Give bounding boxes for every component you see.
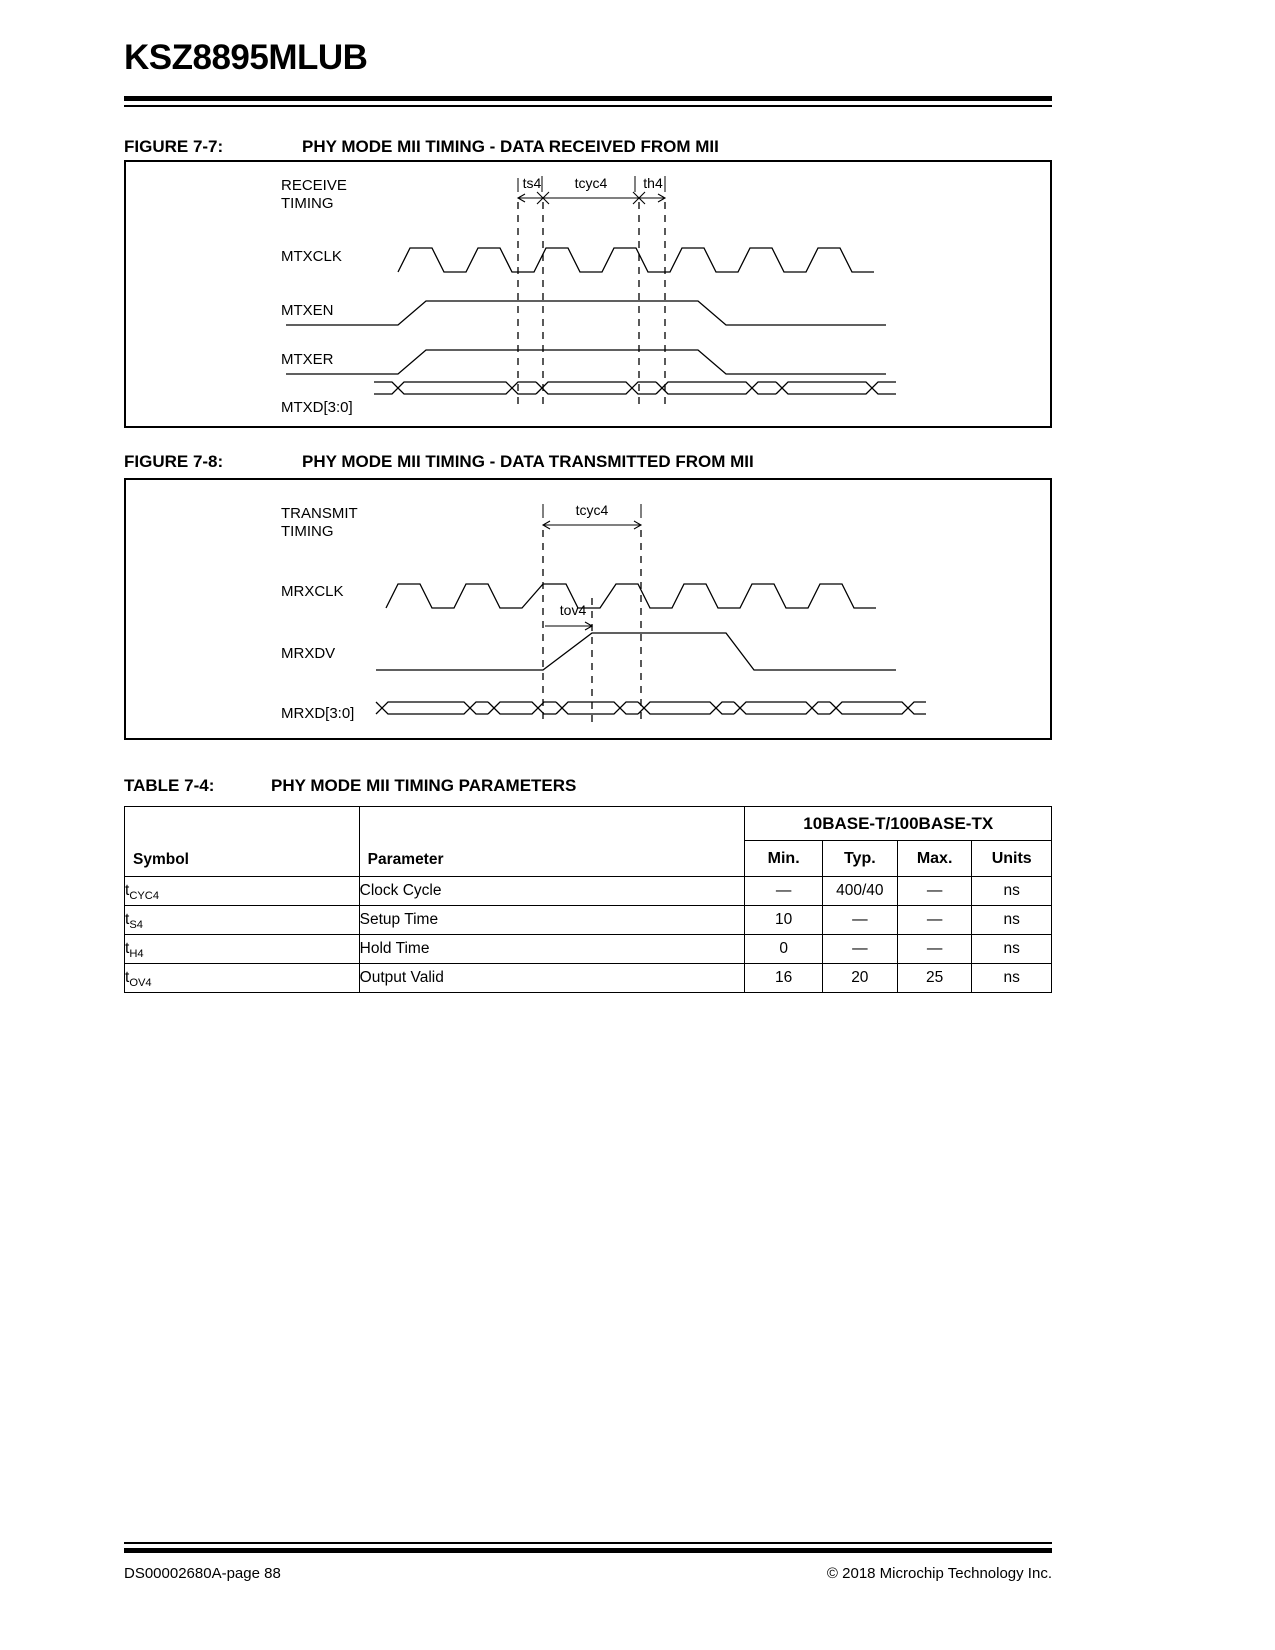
cell-parameter: Hold Time bbox=[359, 935, 745, 964]
figure-7-7-caption bbox=[124, 137, 719, 157]
header-rule-thin bbox=[124, 105, 1052, 107]
waveform-mrxdv bbox=[376, 633, 896, 670]
column-header-parameter: Parameter bbox=[359, 807, 745, 877]
figure-7-8-diagram bbox=[124, 478, 1052, 740]
figure-7-7-title: PHY MODE MII TIMING - DATA RECEIVED FROM MII bbox=[302, 137, 719, 156]
timing-arrows bbox=[518, 192, 665, 204]
signal-label-mtxer: MTXER bbox=[281, 351, 334, 368]
waveform-mrxclk bbox=[386, 584, 876, 608]
page-title: KSZ8895MLUB bbox=[124, 38, 368, 77]
timing-mark-tov4-label: tov4 bbox=[559, 602, 587, 618]
timing-arrow-tcyc4 bbox=[543, 521, 641, 529]
column-header-symbol: Symbol bbox=[125, 807, 360, 877]
figure-7-8-caption bbox=[124, 452, 754, 472]
timing-mark-th4-label: th4 bbox=[643, 175, 663, 191]
reference-dashed-lines bbox=[518, 202, 665, 407]
table-row bbox=[125, 906, 1052, 935]
cell-typ: — bbox=[822, 935, 897, 964]
transmit-timing-label-line2: TIMING bbox=[281, 523, 334, 540]
signal-label-mtxen: MTXEN bbox=[281, 302, 334, 319]
figure-7-7-number: FIGURE 7-7: bbox=[124, 137, 224, 156]
header-rule-thick bbox=[124, 96, 1052, 101]
footer-copyright: © 2018 Microchip Technology Inc. bbox=[826, 1565, 1052, 1582]
cell-typ: — bbox=[822, 906, 897, 935]
phy-mode-mii-timing-parameters-table bbox=[124, 806, 1052, 993]
waveform-mrxd-bus bbox=[376, 702, 926, 714]
signal-label-mrxd: MRXD[3:0] bbox=[281, 705, 355, 722]
waveform-mtxer bbox=[286, 350, 886, 374]
column-header-max: Max. bbox=[897, 841, 972, 877]
waveform-mtxd-bus bbox=[374, 382, 896, 394]
figure-7-8-number: FIGURE 7-8: bbox=[124, 452, 224, 471]
figure-7-7-waveform-svg bbox=[126, 162, 1050, 426]
signal-label-mtxclk: MTXCLK bbox=[281, 248, 342, 265]
symbol-subscript: OV4 bbox=[129, 976, 152, 989]
table-7-4-number: TABLE 7-4: bbox=[124, 776, 215, 795]
table-7-4-title: PHY MODE MII TIMING PARAMETERS bbox=[271, 776, 577, 795]
table-7-4-caption bbox=[124, 776, 576, 796]
footer-rule-thick bbox=[124, 1548, 1052, 1553]
column-header-min: Min. bbox=[745, 841, 822, 877]
table-header-row-1 bbox=[125, 807, 1052, 841]
symbol-base: t bbox=[125, 911, 130, 928]
cell-symbol bbox=[125, 935, 360, 964]
cell-max: — bbox=[897, 935, 972, 964]
timing-mark-tcyc4-label: tcyc4 bbox=[575, 502, 609, 518]
symbol-subscript: S4 bbox=[129, 918, 143, 931]
figure-7-8-waveform-svg bbox=[126, 480, 1050, 738]
cell-units: ns bbox=[972, 964, 1052, 993]
cell-parameter: Output Valid bbox=[359, 964, 745, 993]
cell-min: 0 bbox=[745, 935, 822, 964]
footer-rule-thin bbox=[124, 1542, 1052, 1544]
table-row bbox=[125, 964, 1052, 993]
receive-timing-label-line1: RECEIVE bbox=[281, 177, 347, 194]
waveform-mtxen bbox=[286, 301, 886, 325]
cell-units: ns bbox=[972, 935, 1052, 964]
receive-timing-label-line2: TIMING bbox=[281, 195, 334, 212]
cell-parameter: Setup Time bbox=[359, 906, 745, 935]
signal-label-mrxdv: MRXDV bbox=[281, 645, 336, 662]
table-head bbox=[125, 807, 1052, 877]
column-header-units: Units bbox=[972, 841, 1052, 877]
cell-parameter: Clock Cycle bbox=[359, 877, 745, 906]
symbol-base: t bbox=[125, 969, 130, 986]
figure-7-7-diagram bbox=[124, 160, 1052, 428]
table-body bbox=[125, 877, 1052, 993]
waveform-mtxclk bbox=[398, 248, 874, 272]
cell-typ: 400/40 bbox=[822, 877, 897, 906]
cell-max: — bbox=[897, 877, 972, 906]
cell-min: — bbox=[745, 877, 822, 906]
column-header-typ: Typ. bbox=[822, 841, 897, 877]
figure-7-8-title: PHY MODE MII TIMING - DATA TRANSMITTED FROM MII bbox=[302, 452, 754, 471]
cell-symbol bbox=[125, 877, 360, 906]
cell-max: — bbox=[897, 906, 972, 935]
cell-min: 16 bbox=[745, 964, 822, 993]
signal-label-mtxd: MTXD[3:0] bbox=[281, 399, 353, 416]
cell-symbol bbox=[125, 906, 360, 935]
cell-units: ns bbox=[972, 877, 1052, 906]
transmit-timing-label-line1: TRANSMIT bbox=[281, 505, 358, 522]
footer-document-id: DS00002680A-page 88 bbox=[124, 1565, 281, 1582]
timing-mark-ts4-label: ts4 bbox=[522, 175, 542, 191]
cell-symbol bbox=[125, 964, 360, 993]
table-row bbox=[125, 877, 1052, 906]
table-row bbox=[125, 935, 1052, 964]
symbol-subscript: H4 bbox=[129, 947, 144, 960]
symbol-subscript: CYC4 bbox=[129, 889, 160, 902]
cell-min: 10 bbox=[745, 906, 822, 935]
cell-max: 25 bbox=[897, 964, 972, 993]
timing-mark-tcyc4-label: tcyc4 bbox=[574, 175, 608, 191]
timing-arrow-tov4 bbox=[545, 622, 592, 630]
cell-units: ns bbox=[972, 906, 1052, 935]
signal-label-mrxclk: MRXCLK bbox=[281, 583, 344, 600]
symbol-base: t bbox=[125, 940, 130, 957]
cell-typ: 20 bbox=[822, 964, 897, 993]
column-group-header-10base-t-100base-tx: 10BASE-T/100BASE-TX bbox=[745, 807, 1052, 841]
symbol-base: t bbox=[125, 882, 130, 899]
